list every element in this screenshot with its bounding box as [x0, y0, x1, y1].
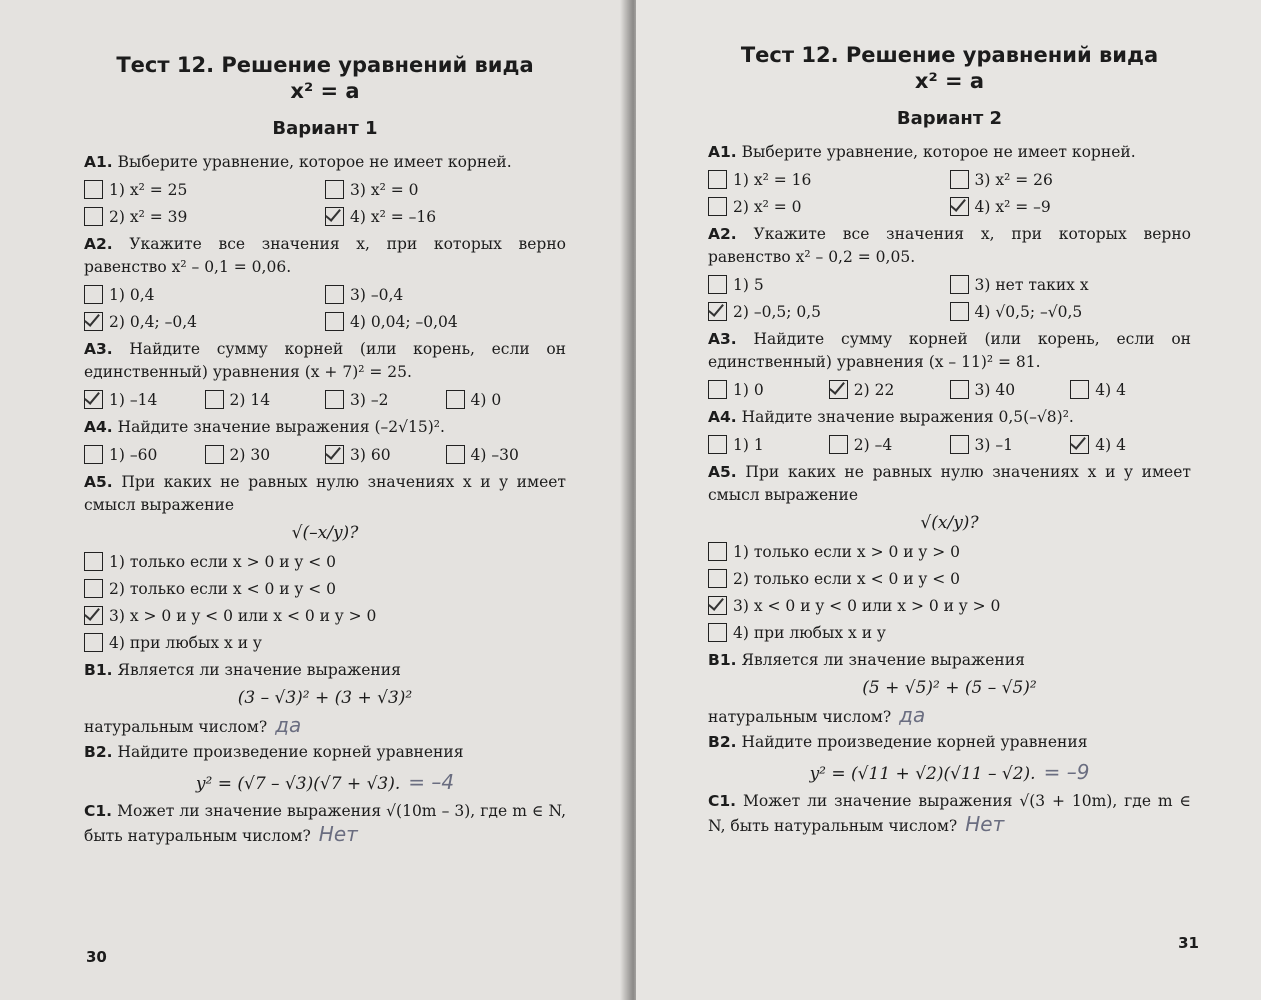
left-a3-options	[84, 387, 566, 412]
left-title: Тест 12. Решение уравнений вида x² = a	[116, 53, 534, 103]
checkbox[interactable]	[325, 207, 344, 226]
left-a1-prompt: А1. Выберите уравнение, которое не имеет корней.	[84, 153, 512, 171]
checkbox[interactable]	[84, 390, 103, 409]
option[interactable]: 1) 0	[708, 377, 829, 402]
checkbox[interactable]	[325, 285, 344, 304]
option[interactable]: 2) 22	[829, 377, 950, 402]
option[interactable]: 1) –60	[84, 442, 205, 467]
option[interactable]: 2) 14	[205, 387, 326, 412]
option[interactable]: 3) нет таких x	[950, 272, 1192, 297]
left-a4-options	[84, 442, 566, 467]
right-title: Тест 12. Решение уравнений вида x² = a	[740, 43, 1159, 93]
right-a3-options	[708, 377, 1191, 402]
option[interactable]: 4) при любых x и y	[84, 630, 566, 655]
option[interactable]: 4) –30	[446, 442, 567, 467]
checkbox[interactable]	[84, 285, 103, 304]
right-variant: Вариант 2	[896, 108, 1003, 129]
checkbox[interactable]	[708, 569, 727, 588]
checkbox[interactable]	[84, 207, 103, 226]
right-a4-options	[708, 432, 1191, 457]
left-page	[0, 0, 628, 1000]
left-a5-formula: √(–x/y)?	[291, 523, 359, 543]
option[interactable]: 1) 0,4	[84, 282, 325, 307]
right-c1-prompt: С1. Может ли значение выражения √(3 + 10m), где m ∈ N, быть натуральным числом? Нет	[708, 792, 1191, 836]
checkbox[interactable]	[84, 579, 103, 598]
option[interactable]: 3) –2	[325, 387, 446, 412]
checkbox[interactable]	[84, 312, 103, 331]
option[interactable]: 2) x² = 39	[84, 204, 325, 229]
checkbox[interactable]	[84, 633, 103, 652]
option[interactable]: 4) 0,04; –0,04	[325, 309, 566, 334]
left-variant: Вариант 1	[272, 118, 378, 139]
option[interactable]: 1) только если x > 0 и y > 0	[708, 539, 1191, 564]
option[interactable]: 1) x² = 25	[84, 177, 325, 202]
checkbox[interactable]	[950, 435, 969, 454]
page-number: 31	[1178, 934, 1199, 952]
option[interactable]: 4) 4	[1070, 432, 1191, 457]
right-a1-options	[708, 167, 1191, 219]
left-a1-options	[84, 177, 566, 229]
handwritten-answer: = –9	[1043, 760, 1090, 784]
checkbox[interactable]	[708, 542, 727, 561]
option[interactable]: 2) только если x < 0 и y < 0	[84, 576, 566, 601]
checkbox[interactable]	[950, 302, 969, 321]
handwritten-answer: = –4	[408, 770, 455, 794]
checkbox[interactable]	[708, 435, 727, 454]
checkbox[interactable]	[708, 275, 727, 294]
left-b2-prompt: В2. Найдите произведение корней уравнения	[84, 743, 464, 761]
option[interactable]: 3) x² = 0	[325, 177, 566, 202]
option[interactable]: 3) –0,4	[325, 282, 566, 307]
option[interactable]: 4) 0	[446, 387, 567, 412]
checkbox[interactable]	[84, 180, 103, 199]
handwritten-answer: да	[275, 713, 302, 737]
option[interactable]: 3) 40	[950, 377, 1071, 402]
left-a5-options	[84, 549, 566, 655]
right-b2-formula: y² = (√11 + √2)(√11 – √2). = –9	[809, 760, 1090, 784]
handwritten-answer: Нет	[965, 812, 1005, 836]
option[interactable]: 4) 4	[1070, 377, 1191, 402]
left-a2-options	[84, 282, 566, 334]
right-a4-prompt: А4. Найдите значение выражения 0,5(–√8)².	[708, 408, 1074, 426]
right-a2-prompt: А2. Укажите все значения x, при которых верно равенство x² – 0,2 = 0,05.	[708, 225, 1191, 266]
option[interactable]: 4) при любых x и y	[708, 620, 1191, 645]
left-a5-prompt: А5. При каких не равных нулю значениях x и y имеет смысл выражение	[84, 473, 566, 514]
left-b1-formula: (3 – √3)² + (3 + √3)²	[237, 688, 413, 708]
left-a2-prompt: А2. Укажите все значения x, при которых верно равенство x² – 0,1 = 0,06.	[84, 235, 566, 276]
option[interactable]: 2) только если x < 0 и y < 0	[708, 566, 1191, 591]
checkbox[interactable]	[708, 170, 727, 189]
right-a5-prompt: А5. При каких не равных нулю значениях x и y имеет смысл выражение	[708, 463, 1191, 504]
right-b2-prompt: В2. Найдите произведение корней уравнения	[708, 733, 1088, 751]
checkbox[interactable]	[950, 170, 969, 189]
checkbox[interactable]	[325, 312, 344, 331]
checkbox[interactable]	[829, 380, 848, 399]
option[interactable]: 3) 60	[325, 442, 446, 467]
checkbox[interactable]	[829, 435, 848, 454]
option[interactable]: 3) x² = 26	[950, 167, 1192, 192]
checkbox[interactable]	[325, 180, 344, 199]
right-a1-prompt: А1. Выберите уравнение, которое не имеет корней.	[708, 143, 1136, 161]
option[interactable]: 1) 5	[708, 272, 950, 297]
page-number: 30	[86, 948, 107, 966]
right-a5-formula: √(x/y)?	[920, 513, 979, 533]
checkbox[interactable]	[708, 623, 727, 642]
checkbox[interactable]	[708, 596, 727, 615]
option[interactable]: 2) –0,5; 0,5	[708, 299, 950, 324]
checkbox[interactable]	[446, 390, 465, 409]
checkbox[interactable]	[325, 390, 344, 409]
checkbox[interactable]	[84, 552, 103, 571]
checkbox[interactable]	[205, 390, 224, 409]
right-b1-prompt: В1. Является ли значение выражения	[708, 651, 1025, 669]
right-page	[636, 0, 1261, 1000]
checkbox[interactable]	[950, 197, 969, 216]
checkbox[interactable]	[708, 302, 727, 321]
checkbox[interactable]	[950, 275, 969, 294]
option[interactable]: 1) –14	[84, 387, 205, 412]
option[interactable]: 1) только если x > 0 и y < 0	[84, 549, 566, 574]
left-b1-prompt: В1. Является ли значение выражения	[84, 661, 401, 679]
left-b2-formula: y² = (√7 – √3)(√7 + √3). = –4	[195, 770, 455, 794]
checkbox[interactable]	[84, 606, 103, 625]
option[interactable]: 1) x² = 16	[708, 167, 950, 192]
option[interactable]: 4) x² = –16	[325, 204, 566, 229]
right-b1-suffix: натуральным числом? да	[708, 703, 926, 727]
checkbox[interactable]	[950, 380, 969, 399]
option[interactable]: 3) x < 0 и y < 0 или x > 0 и y > 0	[708, 593, 1191, 618]
option[interactable]: 1) 1	[708, 432, 829, 457]
checkbox[interactable]	[1070, 435, 1089, 454]
left-c1-prompt: С1. Может ли значение выражения √(10m – 3), где m ∈ N, быть натуральным числом? Нет	[84, 802, 566, 846]
handwritten-answer: Нет	[318, 822, 358, 846]
checkbox[interactable]	[205, 445, 224, 464]
right-a2-options	[708, 272, 1191, 324]
left-b1-suffix: натуральным числом? да	[84, 713, 302, 737]
option[interactable]: 3) x > 0 и y < 0 или x < 0 и y > 0	[84, 603, 566, 628]
option[interactable]: 2) 0,4; –0,4	[84, 309, 325, 334]
checkbox[interactable]	[84, 445, 103, 464]
checkbox[interactable]	[1070, 380, 1089, 399]
checkbox[interactable]	[708, 197, 727, 216]
option[interactable]: 3) –1	[950, 432, 1071, 457]
right-a5-options	[708, 539, 1191, 645]
handwritten-answer: да	[899, 703, 926, 727]
option[interactable]: 2) 30	[205, 442, 326, 467]
left-a3-prompt: А3. Найдите сумму корней (или корень, если он единственный) уравнения (x + 7)² = 25.	[84, 340, 566, 381]
checkbox[interactable]	[446, 445, 465, 464]
option[interactable]: 4) √0,5; –√0,5	[950, 299, 1192, 324]
right-a3-prompt: А3. Найдите сумму корней (или корень, если он единственный) уравнения (x – 11)² = 81.	[708, 330, 1191, 371]
option[interactable]: 4) x² = –9	[950, 194, 1192, 219]
checkbox[interactable]	[325, 445, 344, 464]
checkbox[interactable]	[708, 380, 727, 399]
left-a4-prompt: А4. Найдите значение выражения (–2√15)².	[84, 418, 445, 436]
option[interactable]: 2) x² = 0	[708, 194, 950, 219]
right-b1-formula: (5 + √5)² + (5 – √5)²	[862, 678, 1037, 698]
option[interactable]: 2) –4	[829, 432, 950, 457]
